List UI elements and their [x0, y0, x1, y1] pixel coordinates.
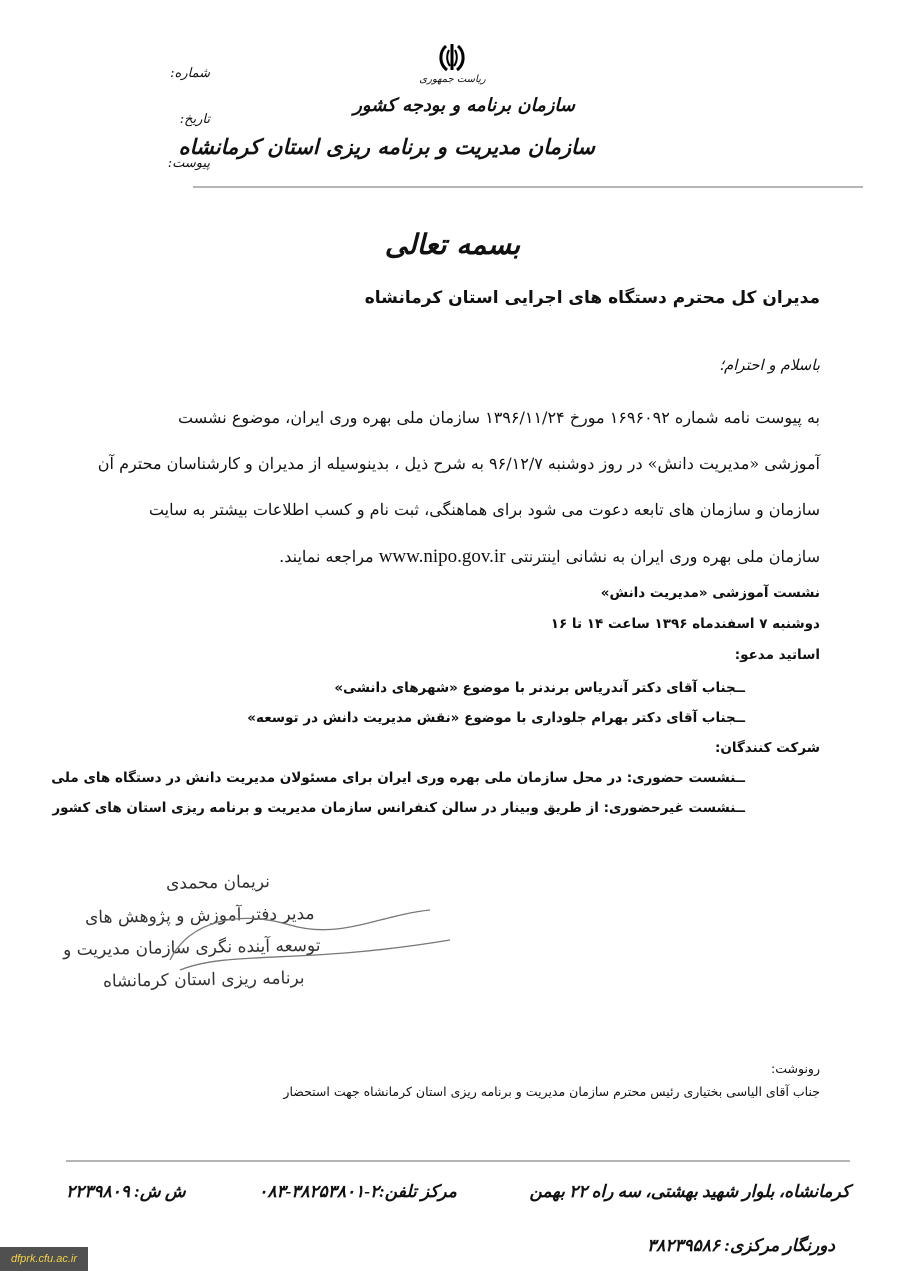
event-title: نشست آموزشی «مدیریت دانش» — [600, 585, 820, 601]
body-line: سازمان و سازمان های تابعه دعوت می شود برای هماهنگی، ثبت نام و کسب اطلاعات بیشتر به سایت — [148, 500, 820, 519]
footer-divider — [66, 1160, 850, 1162]
attachment-label: پیوست: — [167, 156, 210, 171]
handwritten-signature-icon — [150, 880, 470, 1000]
lecturers-label: اساتید مدعو: — [734, 647, 820, 663]
footer-phone: مرکز تلفن:۲-۳۸۲۵۳۸۰۱-۰۸۳ — [258, 1182, 457, 1201]
participants-label: شرکت کنندگان: — [714, 740, 820, 756]
signature-title: توسعه آینده نگری سازمان مدیریت و — [62, 935, 321, 961]
org-national: سازمان برنامه و بودجه کشور — [353, 95, 575, 116]
footer-postal: ش ش: ۲۲۳۹۸۰۹ — [66, 1182, 186, 1201]
cc-label: رونوشت: — [771, 1061, 820, 1076]
body-line: به پیوست نامه شماره ۱۶۹۶۰۹۲ مورخ ۱۳۹۶/۱۱/۲۴ سازمان ملی بهره وری ایران، موضوع نشست — [178, 408, 820, 427]
org-provincial: سازمان مدیریت و برنامه ریزی استان کرمانشاه — [178, 134, 595, 159]
signature-title: مدیر دفتر آموزش و پژوهش های — [85, 903, 316, 929]
footer-address: کرمانشاه، بلوار شهید بهشتی، سه راه ۲۲ بهمن — [529, 1182, 850, 1201]
iran-emblem-icon — [437, 40, 467, 76]
header-divider — [193, 186, 863, 188]
lecturer-item: ــجناب آقای دکتر بهرام جلوداری با موضوع «نقش مدیریت دانش در توسعه» — [247, 710, 745, 726]
body-line-last — [279, 546, 820, 568]
addressee: مدیران کل محترم دستگاه های اجرایی استان کرمانشاه — [364, 288, 820, 308]
participant-item: ــنشست غیرحضوری: از طریق وبینار در سالن کنفرانس سازمان مدیریت و برنامه ریزی استان های کشور — [52, 800, 745, 816]
body-text: مراجعه نمایند. — [279, 547, 374, 566]
footer-contact-row — [66, 1182, 850, 1202]
watermark: dfprk.cfu.ac.ir — [0, 1247, 88, 1271]
participant-item: ــنشست حضوری: در محل سازمان ملی بهره وری ایران برای مسئولان مدیریت دانش در دستگاه های ملی — [51, 770, 745, 786]
website-link[interactable]: www.nipo.gov.ir — [378, 546, 506, 567]
signature-title: برنامه ریزی استان کرمانشاه — [103, 968, 306, 992]
greeting: باسلام و احترام؛ — [719, 356, 820, 374]
lecturer-item: ــجناب آقای دکتر آندریاس برندنر با موضوع «شهرهای دانشی» — [334, 680, 745, 696]
body-text: سازمان ملی بهره وری ایران به نشانی اینترنتی — [510, 547, 820, 566]
cc-text: جناب آقای الیاسی بختیاری رئیس محترم سازمان مدیریت و برنامه ریزی استان کرمانشاه جهت استحضار — [283, 1084, 820, 1099]
footer-fax: دورنگار مرکزی: ۳۸۲۳۹۵۸۶ — [647, 1236, 835, 1255]
signature-name: نریمان محمدی — [165, 872, 271, 894]
event-time: دوشنبه ۷ اسفندماه ۱۳۹۶ ساعت ۱۴ تا ۱۶ — [550, 616, 820, 632]
date-label: تاریخ: — [179, 112, 210, 127]
body-line: آموزشی «مدیریت دانش» در روز دوشنبه ۹۶/۱۲/۷ به شرح ذیل ، بدینوسیله از مدیران و کارشناسان محترم آن — [97, 454, 820, 473]
number-label: شماره: — [170, 66, 210, 81]
presidency-label: ریاست جمهوری — [419, 74, 486, 85]
bismillah: بسمه تعالی — [384, 228, 521, 261]
